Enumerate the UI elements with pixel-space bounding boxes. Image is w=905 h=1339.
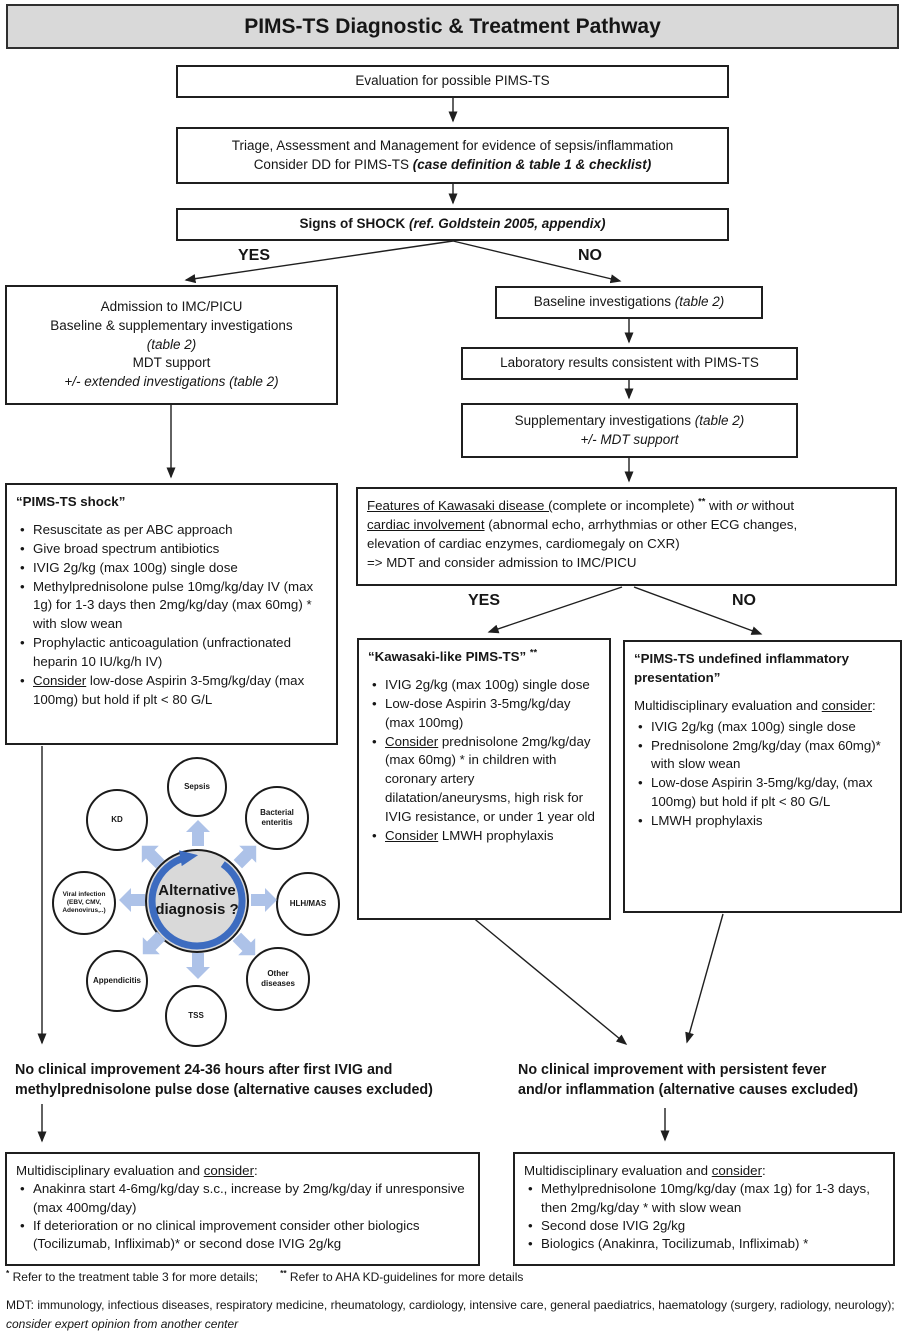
arrow-features-yes xyxy=(489,587,622,632)
block-arrow-up xyxy=(186,820,210,846)
shock-signs-text: Signs of SHOCK (ref. Goldstein 2005, appendix) xyxy=(299,216,606,232)
multi-right-bullet: • Second dose IVIG 2g/kg xyxy=(524,1217,884,1235)
kawasaki-features-box: Features of Kawasaki disease (complete or incomplete) ** with or without cardiac involvement (abnormal echo, arrhythmias or other ECG changes, elevation of cardiac enzymes, cardiomegaly on CXR) => MDT and consider admission to IMC/PICU xyxy=(356,487,897,586)
multi-right-box xyxy=(513,1152,895,1266)
multi-right-bullet: • Methylprednisolone 10mg/kg/day (max 1g) for 1-3 days, then 2mg/kg/day * with slow wean xyxy=(524,1180,884,1217)
pims-shock-bullet: • Prophylactic anticoagulation (unfractionated heparin 10 IU/kg/h IV) xyxy=(16,634,327,672)
block-arrow-right xyxy=(251,888,277,912)
label-no-kawasaki: NO xyxy=(732,592,756,609)
arrow-undefined-to-noimprovement xyxy=(687,914,723,1042)
label-no-shock: NO xyxy=(578,247,602,264)
pims-shock-box xyxy=(5,483,338,745)
multi-left-intro: Multidisciplinary evaluation and consider: xyxy=(16,1163,258,1178)
admission-line1: Admission to IMC/PICU xyxy=(100,298,243,314)
cycle-node-kd: KD xyxy=(86,789,148,851)
supplementary-box: Supplementary investigations (table 2) +/- MDT support xyxy=(461,403,798,458)
admission-line4: MDT support xyxy=(132,355,211,371)
block-arrow-down xyxy=(186,953,210,979)
admission-line3: (table 2) xyxy=(146,336,197,352)
undefined-bullet: • LMWH prophylaxis xyxy=(634,812,891,831)
pims-shock-bullet: • Give broad spectrum antibiotics xyxy=(16,540,327,559)
pims-shock-bullet: • Resuscitate as per ABC approach xyxy=(16,521,327,540)
undefined-intro: Multidisciplinary evaluation and consider: xyxy=(634,697,876,713)
label-yes-shock: YES xyxy=(238,247,271,264)
undefined-bullet: • Low-dose Aspirin 3-5mg/kg/day, (max 100mg) but hold if plt < 80 G/L xyxy=(634,774,891,812)
cycle-center-node: Alternative diagnosis ? xyxy=(145,849,249,953)
footnote-row: * Refer to the treatment table 3 for more details; ** Refer to AHA KD-guidelines for more details xyxy=(6,1268,524,1284)
admission-box xyxy=(5,285,338,405)
page-title: PIMS-TS Diagnostic & Treatment Pathway xyxy=(244,14,661,38)
baseline-box: Baseline investigations (table 2) xyxy=(495,286,763,319)
multi-left-bullet: • If deterioration or no clinical improvement consider other biologics (Tocilizumab, Infliximab)* or second dose IVIG 2g/kg xyxy=(16,1217,469,1254)
undefined-bullet: • IVIG 2g/kg (max 100g) single dose xyxy=(634,718,891,737)
kawasaki-like-box xyxy=(357,638,611,920)
kawasaki-like-bullet: • IVIG 2g/kg (max 100g) single dose xyxy=(368,676,600,695)
multi-left-box xyxy=(5,1152,480,1266)
cycle-node-other-diseases: Other diseases xyxy=(246,947,310,1011)
undefined-title: “PIMS-TS undefined inflammatory presentation” xyxy=(634,651,849,685)
label-yes-kawasaki: YES xyxy=(468,592,501,609)
multi-right-bullet: • Biologics (Anakinra, Tocilizumab, Infliximab) * xyxy=(524,1235,884,1253)
pims-shock-bullet: • Methylprednisolone pulse 10mg/kg/day IV (max 1g) for 1-3 days then 2mg/kg/day (max 60mg) * with slow wean xyxy=(16,578,327,635)
arrow-kawasaki-to-noimprovement xyxy=(471,916,626,1044)
no-improvement-left-statement: No clinical improvement 24-36 hours after first IVIG and methylprednisolone pulse dose (alternative causes excluded) xyxy=(15,1062,433,1099)
laboratory-box: Laboratory results consistent with PIMS-TS xyxy=(461,347,798,380)
shock-signs-box xyxy=(176,208,729,241)
multi-right-intro: Multidisciplinary evaluation and consider: xyxy=(524,1163,766,1178)
cycle-node-bacterial-enteritis: Bacterial enteritis xyxy=(245,786,309,850)
cycle-node-hlh-mas: HLH/MAS xyxy=(276,872,340,936)
triage-line1: Triage, Assessment and Management for evidence of sepsis/inflammation xyxy=(231,137,674,153)
cycle-node-appendicitis: Appendicitis xyxy=(86,950,148,1012)
cycle-node-tss: TSS xyxy=(165,985,227,1047)
mdt-note: MDT: immunology, infectious diseases, respiratory medicine, rheumatology, cardiology, intensive care, general paediatrics, haematology (surgery, radiology, neurology); consider expert opinion from another center xyxy=(6,1298,895,1331)
kawasaki-like-bullet: • Consider prednisolone 2mg/kg/day (max 60mg) * in children with coronary artery dilatation/aneurysms, high risk for IVIG resistance, or under 1 year old xyxy=(368,733,600,827)
kawasaki-like-bullet: • Consider LMWH prophylaxis xyxy=(368,827,600,846)
arrow-shock-yes xyxy=(186,241,453,280)
admission-line5: +/- extended investigations (table 2) xyxy=(64,374,279,390)
admission-line2: Baseline & supplementary investigations xyxy=(50,317,293,333)
cycle-node-sepsis: Sepsis xyxy=(167,757,227,817)
undefined-inflammatory-box xyxy=(623,640,902,913)
kawasaki-like-title: “Kawasaki-like PIMS-TS” ** xyxy=(368,647,538,664)
cycle-node-viral-infection: Viral infection (EBV, CMV, Adenovirus,..) xyxy=(52,871,116,935)
pims-shock-bullet: • IVIG 2g/kg (max 100g) single dose xyxy=(16,559,327,578)
kawasaki-like-bullet: • Low-dose Aspirin 3-5mg/kg/day (max 100mg) xyxy=(368,695,600,733)
title-bar xyxy=(6,4,899,49)
block-arrow-left xyxy=(119,888,145,912)
pims-shock-title: “PIMS-TS shock” xyxy=(16,494,126,509)
pims-shock-bullet: • Consider low-dose Aspirin 3-5mg/kg/day (max 100mg) but hold if plt < 80 G/L xyxy=(16,672,327,710)
undefined-bullet: • Prednisolone 2mg/kg/day (max 60mg)* with slow wean xyxy=(634,737,891,775)
evaluation-text: Evaluation for possible PIMS-TS xyxy=(355,73,550,89)
triage-box xyxy=(176,127,729,184)
multi-left-bullet: • Anakinra start 4-6mg/kg/day s.c., increase by 2mg/kg/day if unresponsive (max 400mg/day) xyxy=(16,1180,469,1217)
triage-line2: Consider DD for PIMS-TS (case definition & table 1 & checklist) xyxy=(253,156,652,172)
evaluation-box xyxy=(176,65,729,98)
no-improvement-right-statement: No clinical improvement with persistent fever and/or inflammation (alternative causes excluded) xyxy=(518,1062,859,1099)
